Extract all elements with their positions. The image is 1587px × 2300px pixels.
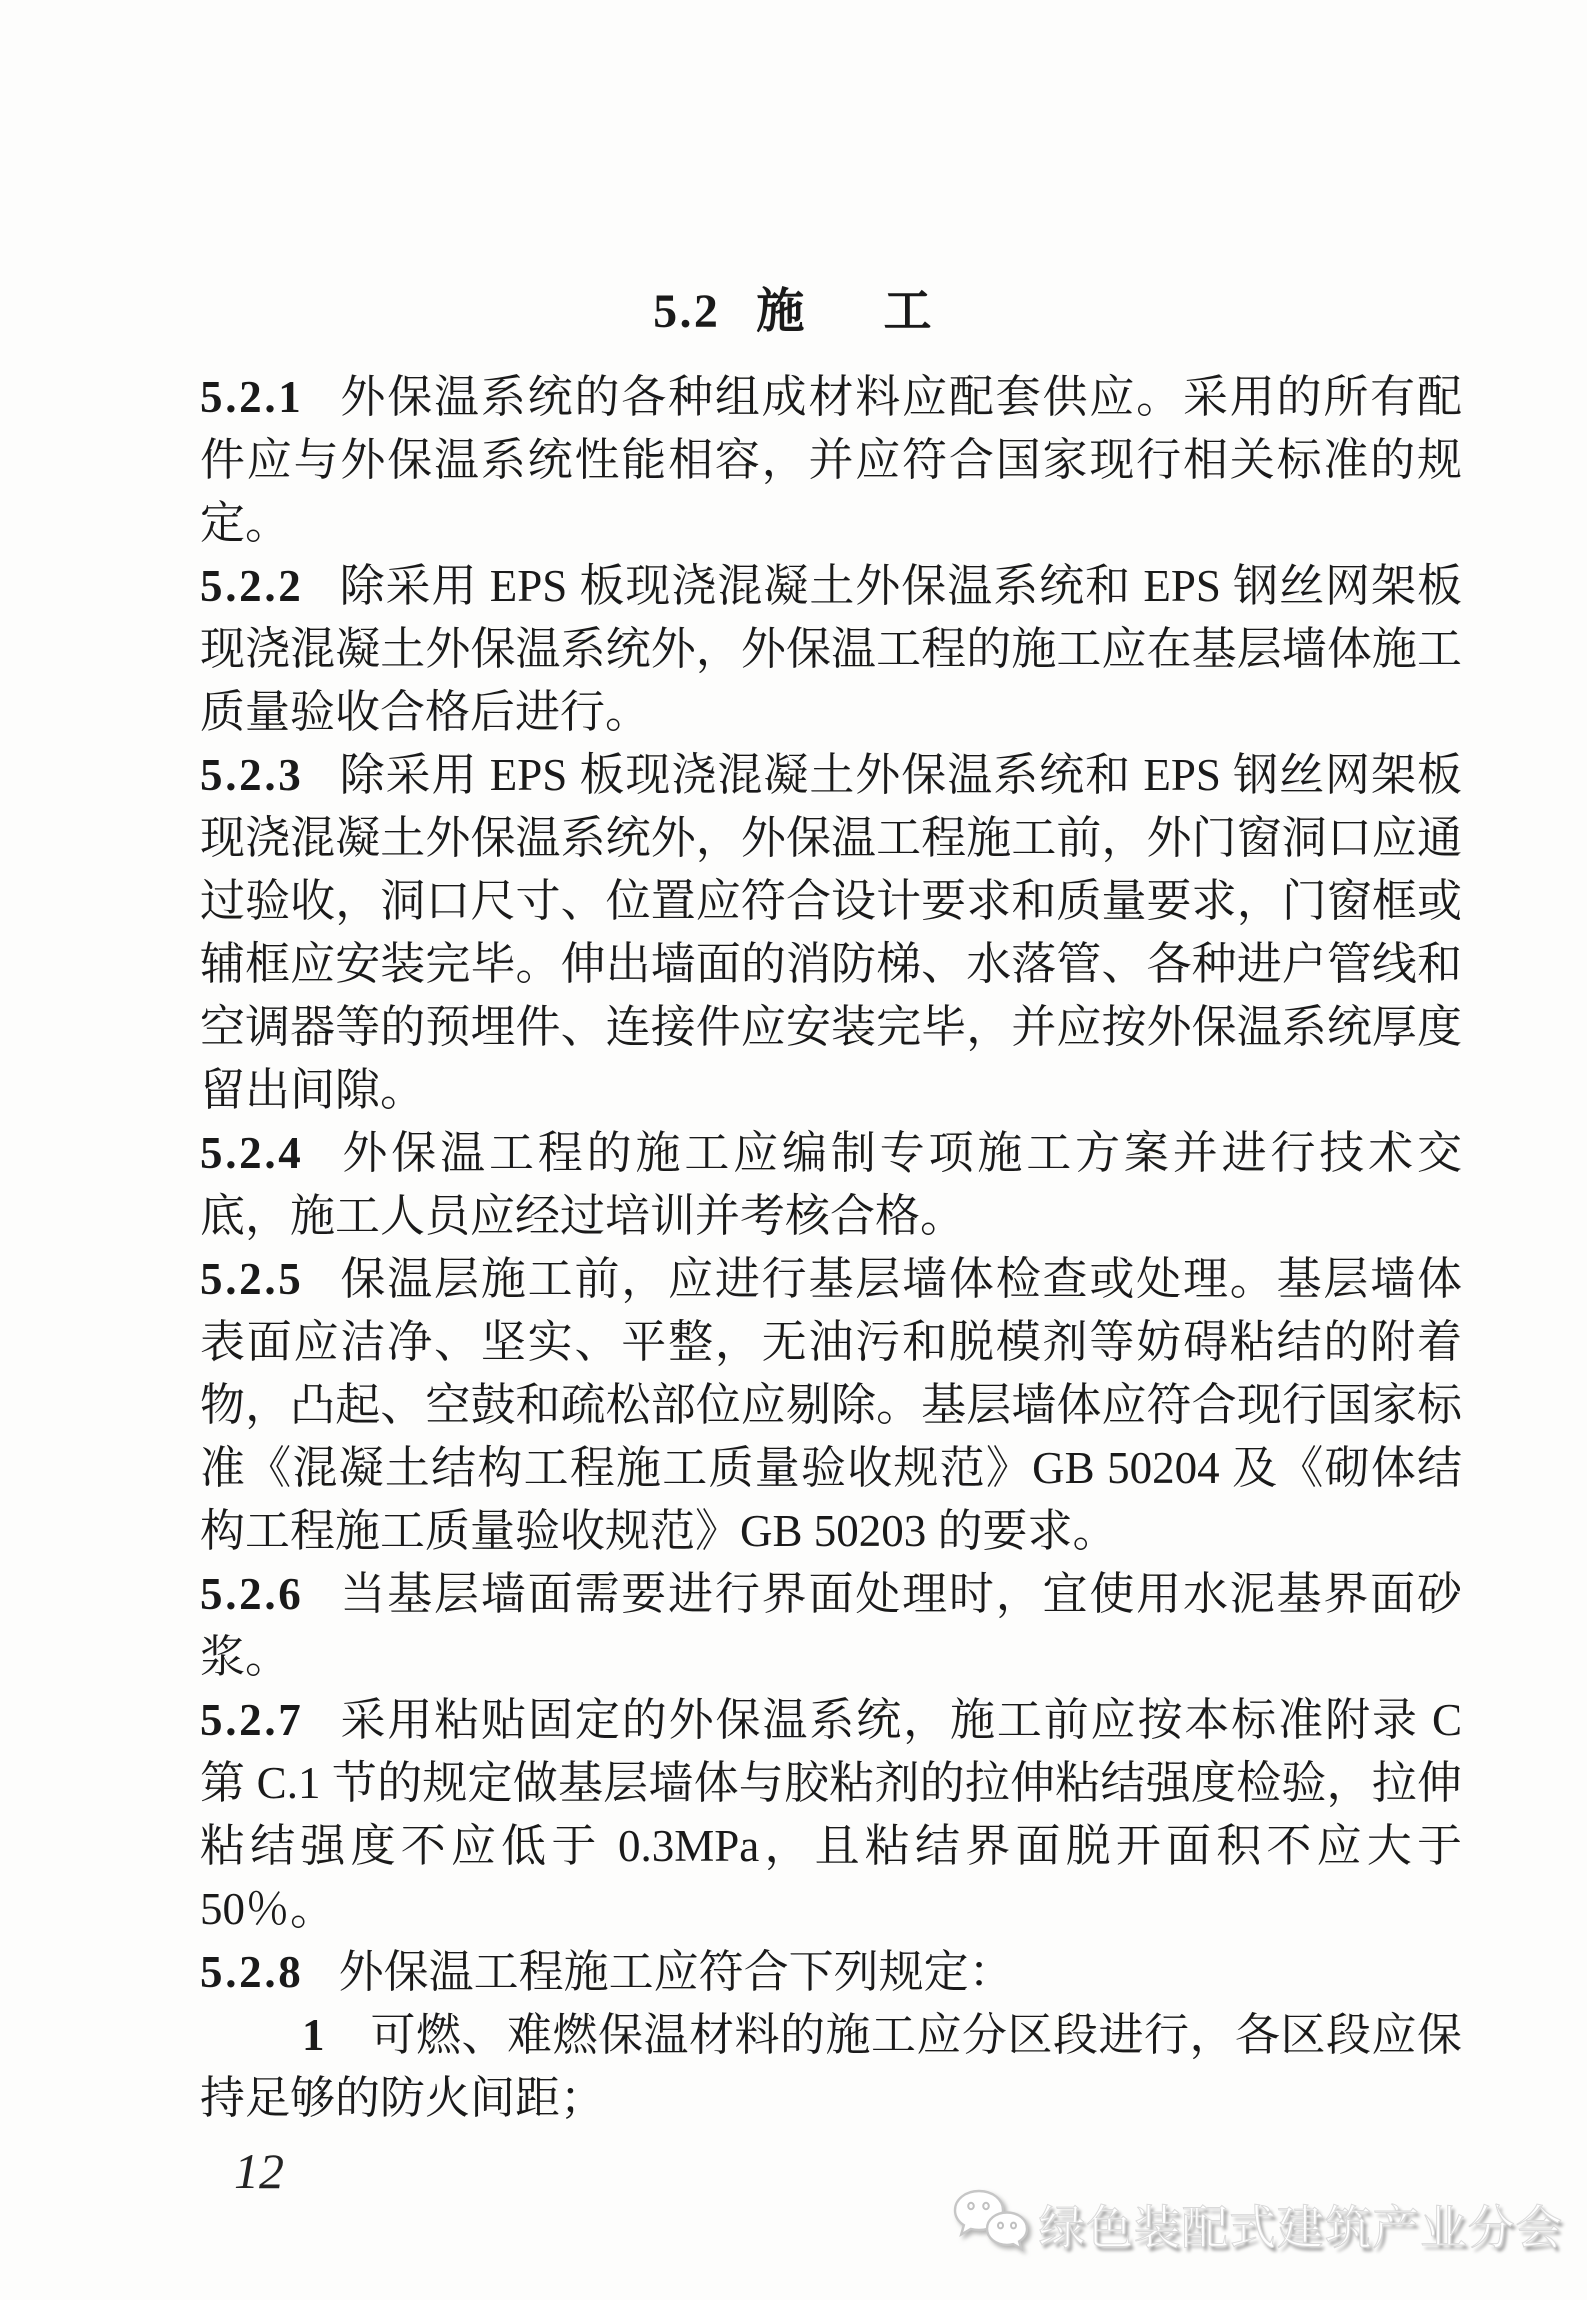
- clause-number: 5.2.7: [200, 1695, 304, 1745]
- clause-number: 5.2.4: [200, 1128, 304, 1178]
- clause-text: 外保温工程施工应符合下列规定：: [338, 1947, 1014, 1997]
- clause-5.2.7: [200, 1689, 1462, 1941]
- section-title-char-2: 工: [883, 285, 934, 338]
- clause-text: 当基层墙面需要进行界面处理时，宜使用水泥基界面砂浆。: [200, 1569, 1462, 1682]
- section-title: [0, 272, 1587, 341]
- clause-number: 5.2.8: [200, 1947, 304, 1997]
- item-number: 1: [302, 2010, 328, 2060]
- clause-text: 外保温系统的各种组成材料应配套供应。采用的所有配件应与外保温系统性能相容，并应符合国家现行相关标准的规定。: [200, 372, 1462, 548]
- watermark-text: 绿色装配式建筑产业分会: [1038, 2200, 1563, 2254]
- clause-text: 除采用 EPS 板现浇混凝土外保温系统和 EPS 钢丝网架板现浇混凝土外保温系统外，外保温工程的施工应在基层墙体施工质量验收合格后进行。: [200, 561, 1462, 737]
- clause-5.2.5: [200, 1248, 1462, 1563]
- clause-text: 保温层施工前，应进行基层墙体检查或处理。基层墙体表面应洁净、坚实、平整，无油污和脱模剂等妨碍粘结的附着物，凸起、空鼓和疏松部位应剔除。基层墙体应符合现行国家标准《混凝土结构工程施工质量验收规范》GB 50204 及《砌体结构工程施工质量验收规范》GB 50203 的要求。: [200, 1254, 1462, 1556]
- clause-5.2.4: [200, 1122, 1462, 1248]
- clause-text: 外保温工程的施工应编制专项施工方案并进行技术交底，施工人员应经过培训并考核合格。: [200, 1128, 1462, 1241]
- section-title-char-1: 施: [756, 285, 807, 338]
- clause-number: 5.2.5: [200, 1254, 304, 1304]
- clause-number: 5.2.2: [200, 561, 304, 611]
- clause-text: 采用粘贴固定的外保温系统，施工前应按本标准附录 C 第 C.1 节的规定做基层墙体与胶粘剂的拉伸粘结强度检验，拉伸粘结强度不应低于 0.3MPa，且粘结界面脱开面积不应大于50％。: [200, 1695, 1462, 1934]
- clause-5.2.3: [200, 744, 1462, 1122]
- clause-5.2.8: [200, 1941, 1462, 2004]
- clause-number: 5.2.1: [200, 372, 304, 422]
- clause-number: 5.2.3: [200, 750, 304, 800]
- clause-5.2.8-item-1: [200, 2004, 1462, 2130]
- clause-text: 除采用 EPS 板现浇混凝土外保温系统和 EPS 钢丝网架板现浇混凝土外保温系统外，外保温工程施工前，外门窗洞口应通过验收，洞口尺寸、位置应符合设计要求和质量要求，门窗框或辅框应安装完毕。伸出墙面的消防梯、水落管、各种进户管线和空调器等的预埋件、连接件应安装完毕，并应按外保温系统厚度留出间隙。: [200, 750, 1462, 1115]
- clause-5.2.1: [200, 366, 1462, 555]
- wechat-icon: [952, 2188, 1028, 2260]
- page-number: 12: [234, 2143, 284, 2199]
- item-text: 可燃、难燃保温材料的施工应分区段进行，各区段应保持足够的防火间距；: [200, 2010, 1462, 2123]
- watermark: [952, 2188, 1563, 2260]
- clause-5.2.6: [200, 1563, 1462, 1689]
- clause-number: 5.2.6: [200, 1569, 304, 1619]
- clause-list: [200, 366, 1462, 2130]
- clause-5.2.2: [200, 555, 1462, 744]
- section-number: 5.2: [653, 285, 721, 338]
